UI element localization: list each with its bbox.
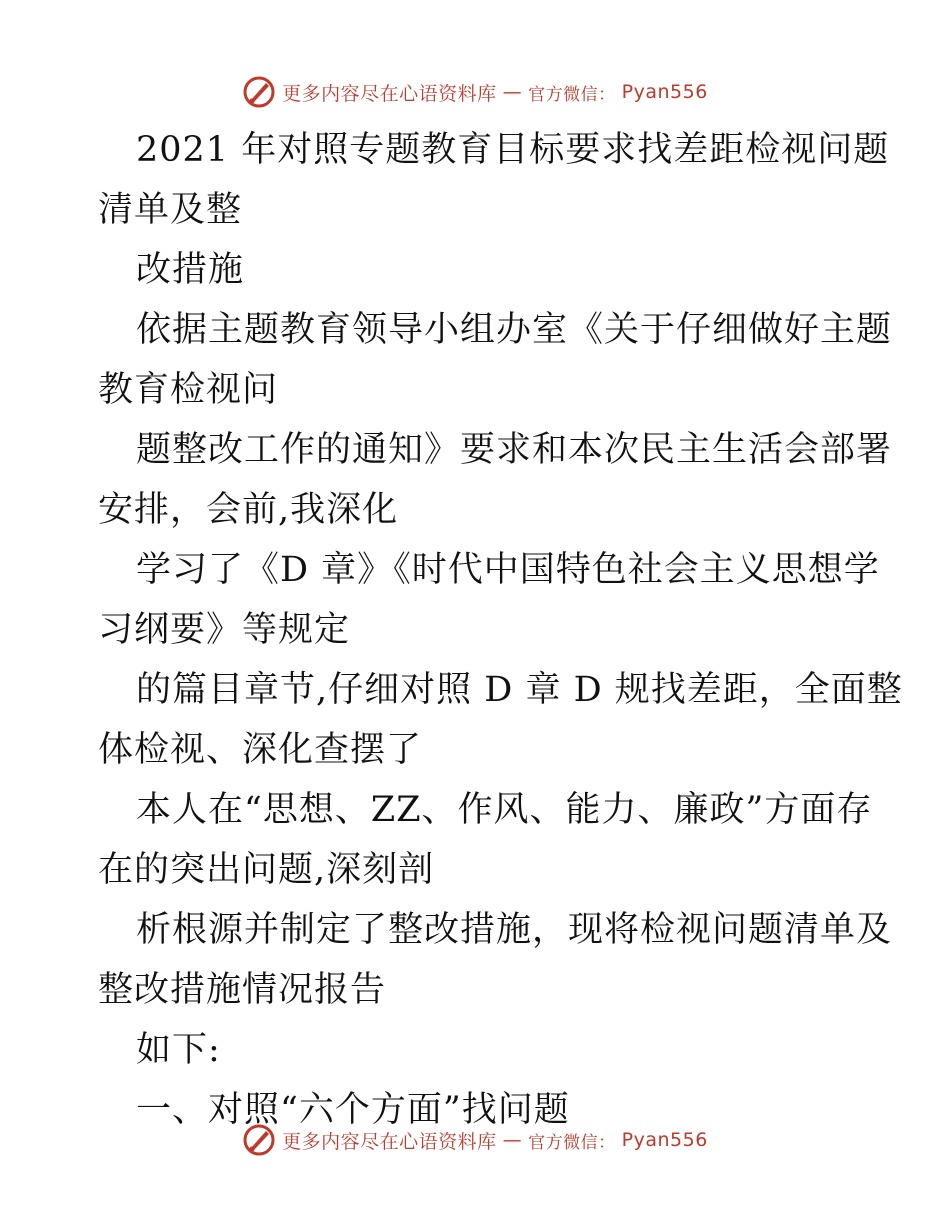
- text-line: 一、对照“六个方面”找问题: [136, 1090, 570, 1130]
- text-line: 如下:: [136, 1030, 221, 1070]
- text-line: 改措施: [136, 250, 245, 290]
- watermark-footer: [0, 1120, 950, 1160]
- text-line: 整改措施情况报告: [98, 970, 387, 1010]
- text-line: 在的突出问题,深刻剖: [98, 850, 435, 890]
- watermark-id: Pyan556: [621, 1129, 708, 1151]
- watermark-header: [0, 72, 950, 112]
- text-line: 析根源并制定了整改措施，现将检视问题清单及: [136, 910, 893, 950]
- document-body: [98, 120, 903, 1140]
- watermark-text: 更多内容尽在心语资料库: [282, 1130, 497, 1153]
- pen-logo-icon: [242, 1123, 276, 1157]
- pen-logo-icon: [242, 75, 276, 109]
- text-line: 习纲要》等规定: [98, 610, 351, 650]
- text-line: 2021 年对照专题教育目标要求找差距检视问题: [136, 130, 890, 170]
- text-line: 本人在“思想、ZZ、作风、能力、廉政”方面存: [136, 790, 873, 830]
- text-line: 安排，会前,我深化: [98, 490, 399, 530]
- text-line: 教育检视问: [98, 370, 279, 410]
- text-line: 题整改工作的通知》要求和本次民主生活会部署: [136, 430, 893, 470]
- text-line: 体检视、深化查摆了: [98, 730, 423, 770]
- watermark-sub: 官方微信：: [528, 1132, 616, 1153]
- watermark-dash: —: [502, 81, 523, 103]
- text-line: 学习了《D 章》《时代中国特色社会主义思想学: [136, 550, 880, 590]
- watermark-id: Pyan556: [621, 81, 708, 103]
- text-line: 依据主题教育领导小组办室《关于仔细做好主题: [136, 310, 893, 350]
- text-line: 清单及整: [98, 190, 243, 230]
- watermark-sub: 官方微信：: [528, 84, 616, 105]
- watermark-text: 更多内容尽在心语资料库: [282, 82, 497, 105]
- watermark-dash: —: [502, 1129, 523, 1151]
- text-line: 的篇目章节,仔细对照 D 章 D 规找差距，全面整: [136, 670, 903, 710]
